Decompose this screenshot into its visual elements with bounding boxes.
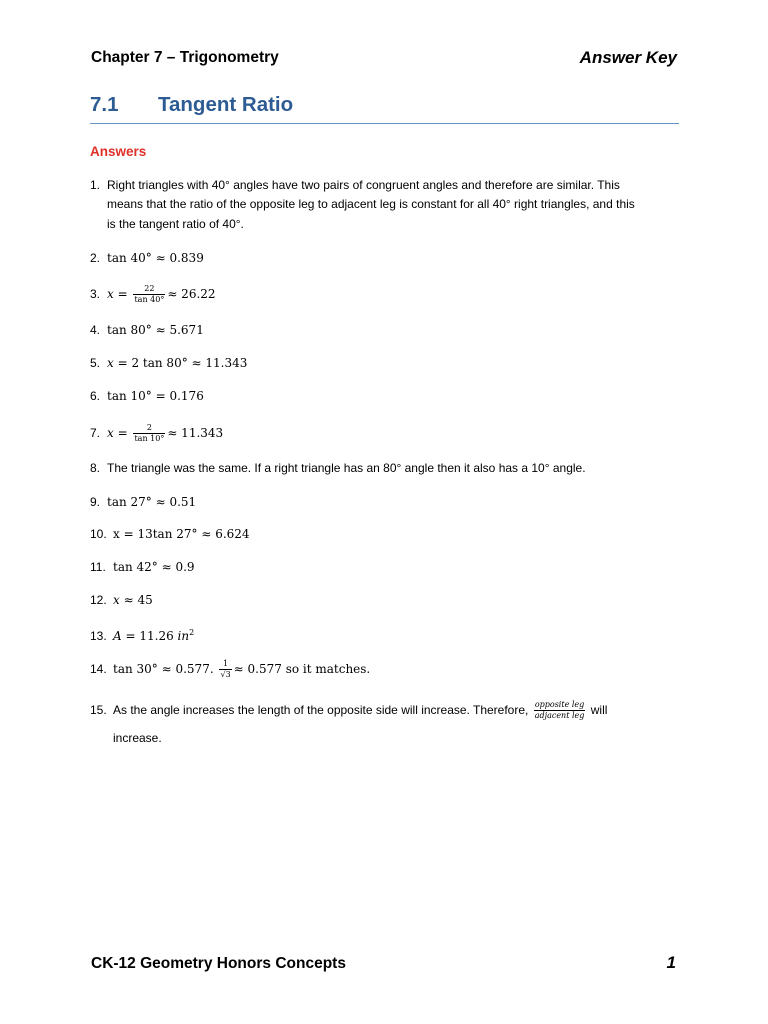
answer-item-1 <box>90 175 620 195</box>
fraction-numerator: 2 <box>133 423 165 434</box>
item-number: 7. <box>90 426 101 440</box>
answer-key-label: Answer Key <box>579 48 677 67</box>
item-number: 8. <box>90 461 101 475</box>
chapter-header: Chapter 7 – Trigonometry <box>91 49 279 66</box>
answer-item-7 <box>90 423 223 444</box>
answer-math: = 11.26 <box>121 629 178 643</box>
answer-item-12 <box>90 590 153 610</box>
item-number: 10. <box>90 527 107 541</box>
item-number: 13. <box>90 629 107 643</box>
section-name: Tangent Ratio <box>158 93 294 116</box>
answer-text: means that the ratio of the opposite leg to adjacent leg is constant for all 40° right triangles, and this <box>107 197 635 211</box>
section-title <box>90 93 293 117</box>
answer-item-2 <box>90 248 204 268</box>
answer-text: increase. <box>113 731 162 745</box>
fraction <box>534 700 586 721</box>
answer-item-3 <box>90 284 216 305</box>
answer-item-15 <box>90 700 607 721</box>
fraction-denominator: √3 <box>220 670 231 680</box>
math-variable: A <box>113 629 122 643</box>
answer-math: tan 40° ≈ 0.839 <box>107 251 204 265</box>
fraction <box>133 284 165 305</box>
item-number: 1. <box>90 178 101 192</box>
answer-math: x = <box>107 287 132 301</box>
fraction-denominator: tan 40° <box>134 295 165 305</box>
answer-item-13 <box>90 623 194 646</box>
item-number: 12. <box>90 593 107 607</box>
fraction-denominator: adjacent leg <box>534 711 585 721</box>
answer-item-6 <box>90 386 204 406</box>
answer-item-5 <box>90 353 247 373</box>
item-number: 11. <box>90 560 106 574</box>
item-number: 4. <box>90 323 101 337</box>
item-number: 9. <box>90 495 101 509</box>
item-number: 15. <box>90 703 107 717</box>
answer-math: tan 30° ≈ 0.577. <box>113 662 218 676</box>
answer-math: ≈ 0.577 so it matches. <box>233 662 371 676</box>
fraction <box>133 423 165 444</box>
answer-item-15-line-2 <box>113 728 162 748</box>
item-number: 6. <box>90 389 101 403</box>
answer-text: is the tangent ratio of 40°. <box>107 217 244 231</box>
answer-item-14 <box>90 659 370 680</box>
answer-item-11 <box>90 557 195 577</box>
answer-math: x = 13tan 27° ≈ 6.624 <box>113 527 250 541</box>
answer-math: tan 27° ≈ 0.51 <box>107 495 197 509</box>
page-number: 1 <box>666 953 676 972</box>
item-number: 14. <box>90 662 107 676</box>
answer-math: tan 10° = 0.176 <box>107 389 204 403</box>
item-number: 2. <box>90 251 101 265</box>
answer-math: ≈ 11.343 <box>167 426 224 440</box>
answers-heading: Answers <box>90 144 147 159</box>
section-number: 7.1 <box>90 93 119 116</box>
answer-item-4 <box>90 320 204 340</box>
answer-math: tan 80° ≈ 5.671 <box>107 323 204 337</box>
fraction-denominator: tan 10° <box>134 434 165 444</box>
math-variable: x <box>107 356 114 370</box>
unit: in <box>177 629 190 643</box>
answer-item-1-line-2 <box>107 194 635 214</box>
answer-text: Right triangles with 40° angles have two pairs of congruent angles and therefore are similar. This <box>107 178 620 192</box>
footer-book-title: CK-12 Geometry Honors Concepts <box>91 955 346 972</box>
answer-item-8 <box>90 458 586 478</box>
exponent: 2 <box>189 628 195 637</box>
fraction <box>219 659 231 680</box>
fraction-numerator: 22 <box>133 284 165 295</box>
answer-math: ≈ 45 <box>119 593 153 607</box>
answer-text: As the angle increases the length of the opposite side will increase. Therefore, <box>113 703 532 717</box>
answer-math: tan 42° ≈ 0.9 <box>113 560 195 574</box>
answer-math: x = <box>107 426 132 440</box>
math-variable: x <box>113 593 120 607</box>
answer-math: = 2 tan 80° ≈ 11.343 <box>113 356 248 370</box>
item-number: 5. <box>90 356 101 370</box>
answer-text: The triangle was the same. If a right triangle has an 80° angle then it also has a 10° angle. <box>107 461 586 475</box>
answer-math: ≈ 26.22 <box>167 287 216 301</box>
answer-item-1-line-3 <box>107 214 244 234</box>
answer-item-9 <box>90 492 196 512</box>
title-rule <box>90 123 679 124</box>
answer-item-10 <box>90 524 250 544</box>
fraction-numerator: 1 <box>219 659 231 670</box>
fraction-numerator: opposite leg <box>534 700 585 710</box>
item-number: 3. <box>90 287 101 301</box>
answer-text: will <box>590 703 608 717</box>
